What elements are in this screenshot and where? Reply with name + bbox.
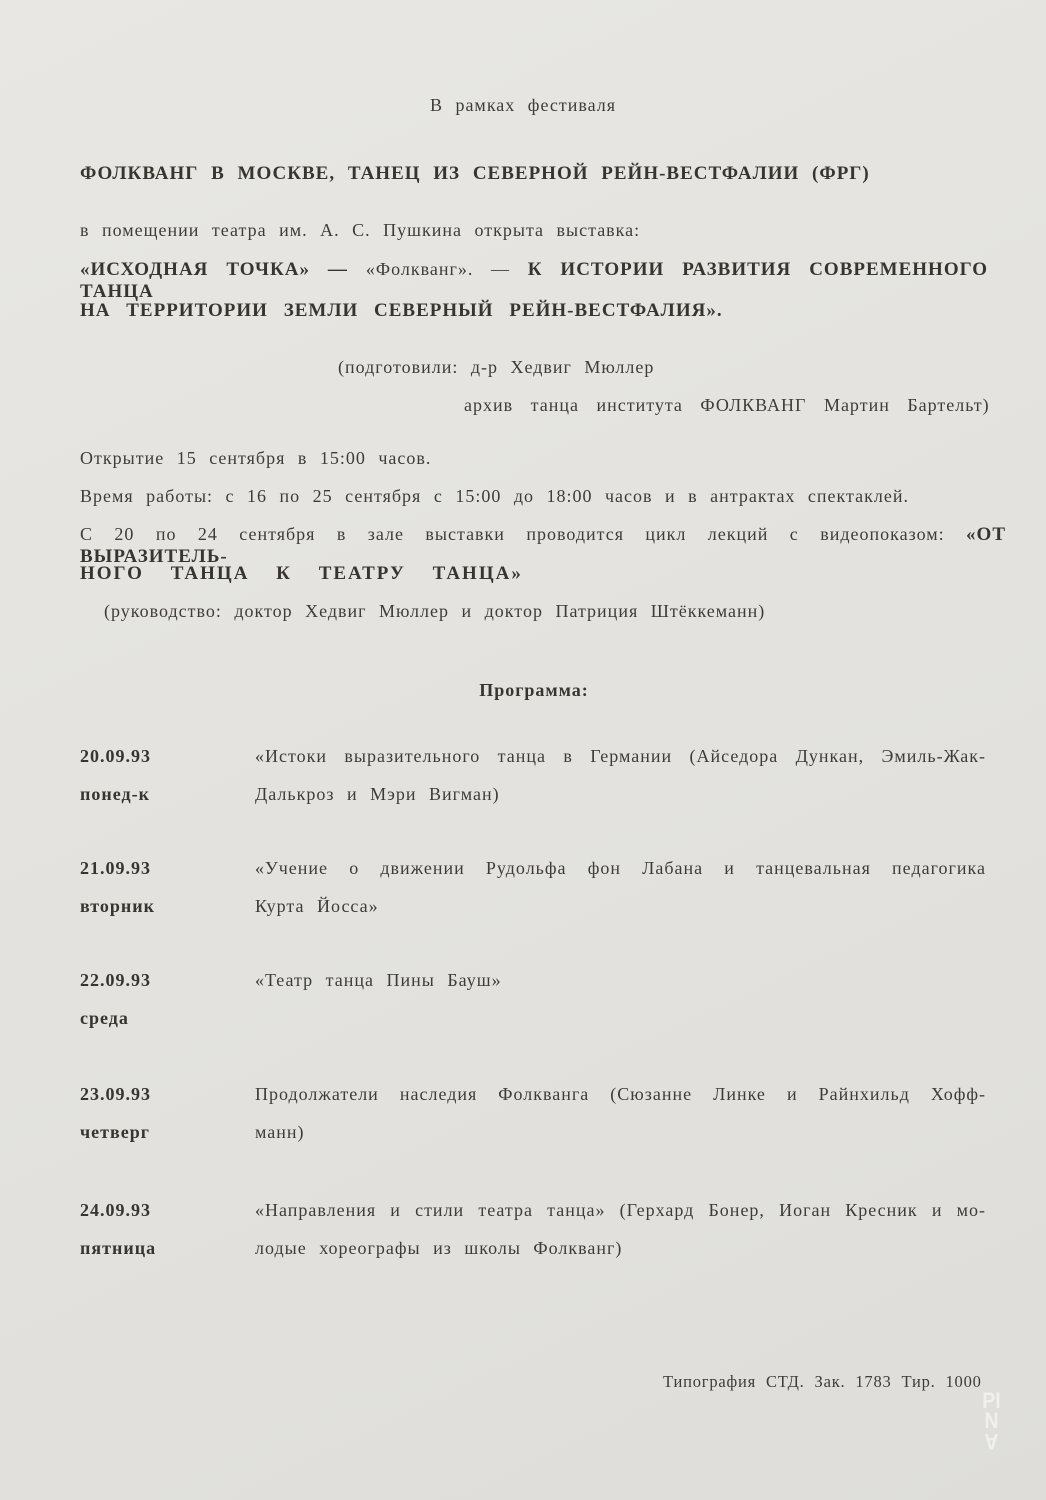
leaders-note: (руководство: доктор Хедвиг Мюллер и доктор Патриция Штёккеманн) bbox=[104, 601, 766, 621]
program-line1: «Учение о движении Рудольфа фон Лабана и танцевальная педагогика bbox=[255, 858, 986, 878]
exhibition-title-line1 bbox=[80, 259, 988, 303]
prepared-by-line1: (подготовили: д-р Хедвиг Мюллер bbox=[338, 357, 655, 377]
program-description bbox=[255, 961, 986, 999]
program-description bbox=[255, 1075, 986, 1151]
pina-watermark bbox=[980, 1388, 1003, 1454]
lectures-line1-caps: «ОТ ВЫРАЗИТЕЛЬ- bbox=[80, 524, 1006, 567]
lectures-line1 bbox=[80, 524, 1006, 568]
program-description bbox=[255, 849, 986, 925]
exhibition-title-part3: К ИСТОРИИ РАЗВИТИЯ СОВРЕМЕННОГО ТАНЦА bbox=[80, 259, 988, 302]
festival-note: В рамках фестиваля bbox=[429, 95, 617, 115]
program-row bbox=[80, 961, 986, 1028]
program-day: пятница bbox=[80, 1238, 157, 1258]
watermark-row-middle: N bbox=[984, 1408, 999, 1433]
printer-imprint: Типография СТД. Зак. 1783 Тир. 1000 bbox=[663, 1372, 982, 1391]
lectures-line2: НОГО ТАНЦА К ТЕАТРУ ТАНЦА» bbox=[80, 563, 523, 584]
program-day: среда bbox=[80, 1008, 129, 1028]
program-line1: «Истоки выразительного танца в Германии (Айседора Дункан, Эмиль-Жак- bbox=[255, 746, 986, 766]
program-date: 21.09.93 bbox=[80, 858, 151, 878]
program-line2: Курта Йосса» bbox=[255, 896, 379, 916]
program-row bbox=[80, 1075, 986, 1151]
program-date: 24.09.93 bbox=[80, 1200, 151, 1220]
program-heading: Программа: bbox=[479, 680, 589, 700]
page-title: ФОЛКВАНГ В МОСКВЕ, ТАНЕЦ ИЗ СЕВЕРНОЙ РЕЙН-ВЕСТФАЛИИ (ФРГ) bbox=[80, 163, 870, 184]
program-line1: Продолжатели наследия Фолкванга (Сюзанне Линке и Райнхильд Хофф- bbox=[255, 1084, 986, 1104]
watermark-row-bottom: A bbox=[984, 1429, 999, 1454]
program-description bbox=[255, 737, 986, 813]
program-description bbox=[255, 1191, 986, 1267]
exhibition-intro: в помещении театра им. А. С. Пушкина открыта выставка: bbox=[80, 220, 641, 240]
opening-info: Открытие 15 сентября в 15:00 часов. bbox=[80, 448, 432, 468]
program-day: понед-к bbox=[80, 784, 150, 804]
program-row bbox=[80, 1191, 986, 1267]
program-line2: лодые хореографы из школы Фолкванг) bbox=[255, 1238, 623, 1258]
program-date: 20.09.93 bbox=[80, 746, 151, 766]
opening-hours: Время работы: с 16 по 25 сентября с 15:00 до 18:00 часов и в антрактах спектаклей. bbox=[80, 486, 909, 506]
program-line2: манн) bbox=[255, 1122, 305, 1142]
exhibition-title-line2: НА ТЕРРИТОРИИ ЗЕМЛИ СЕВЕРНЫЙ РЕЙН-ВЕСТФАЛИЯ». bbox=[80, 300, 723, 321]
program-line1: «Театр танца Пины Бауш» bbox=[255, 970, 502, 990]
program-row bbox=[80, 849, 986, 925]
program-date: 22.09.93 bbox=[80, 970, 151, 990]
program-row bbox=[80, 737, 986, 813]
lectures-line1-text: С 20 по 24 сентября в зале выставки проводится цикл лекций с видеопоказом: bbox=[80, 524, 967, 544]
watermark-row-top: PI bbox=[982, 1388, 1001, 1413]
program-day: вторник bbox=[80, 896, 156, 916]
program-line1: «Направления и стили театра танца» (Герхард Бонер, Иоган Кресник и мо- bbox=[255, 1200, 986, 1220]
prepared-by-line2: архив танца института ФОЛКВАНГ Мартин Бартельт) bbox=[464, 395, 990, 415]
exhibition-title-part2: «Фолкванг». — bbox=[365, 259, 528, 279]
program-date: 23.09.93 bbox=[80, 1084, 151, 1104]
program-day: четверг bbox=[80, 1122, 150, 1142]
program-line2: Далькроз и Мэри Вигман) bbox=[255, 784, 500, 804]
exhibition-title-part1: «ИСХОДНАЯ ТОЧКА» — bbox=[80, 259, 366, 280]
